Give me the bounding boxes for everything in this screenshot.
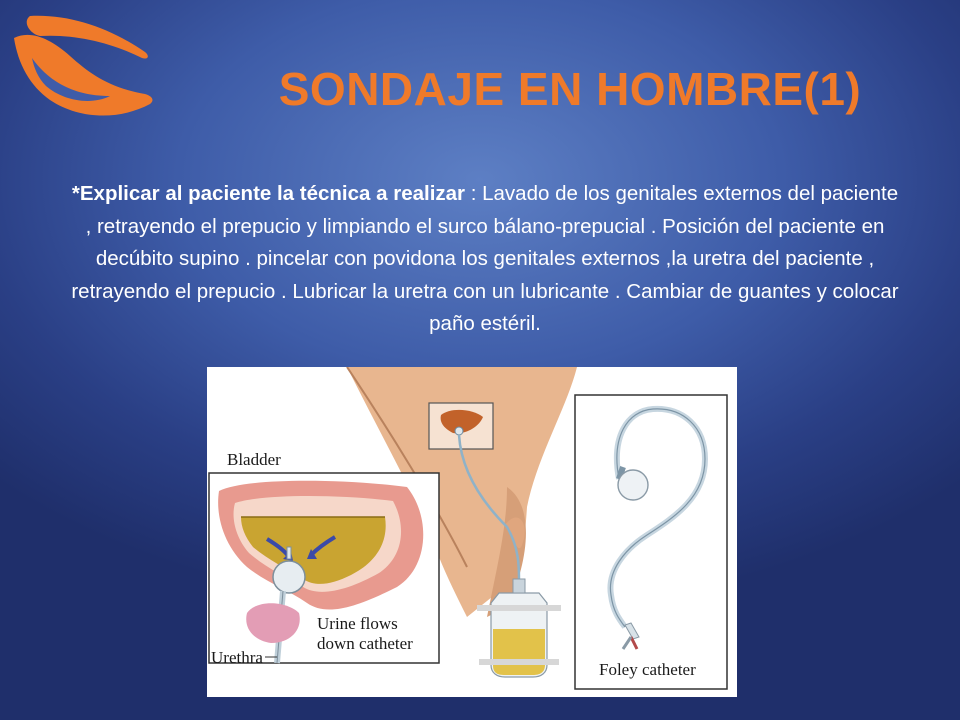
body-text-bold: *Explicar al paciente la técnica a realizar bbox=[71, 182, 466, 205]
label-urine-flows-1: Urine flows bbox=[317, 614, 398, 633]
label-urine-flows-2: down catheter bbox=[317, 634, 413, 653]
slide-title: SONDAJE EN HOMBRE(1) bbox=[278, 63, 862, 115]
label-urethra: Urethra bbox=[211, 648, 263, 667]
body-text-rest: : Lavado de los genitales externos del paciente , retrayendo el prepucio y limpiando el surco bálano-prepucial . Posición del paciente en decúbito supino . pincelar con povidona los genitales externos ,la uretra del paciente , retrayendo el prepucio . Lubricar la uretra con un lubricante . Cambiar de guantes y colocar paño estéril. bbox=[71, 182, 899, 335]
logo-icon bbox=[10, 8, 160, 136]
slide-body-text bbox=[70, 178, 900, 341]
label-bladder: Bladder bbox=[227, 450, 281, 469]
catheter-illustration bbox=[207, 367, 737, 697]
label-foley-catheter: Foley catheter bbox=[599, 660, 696, 679]
